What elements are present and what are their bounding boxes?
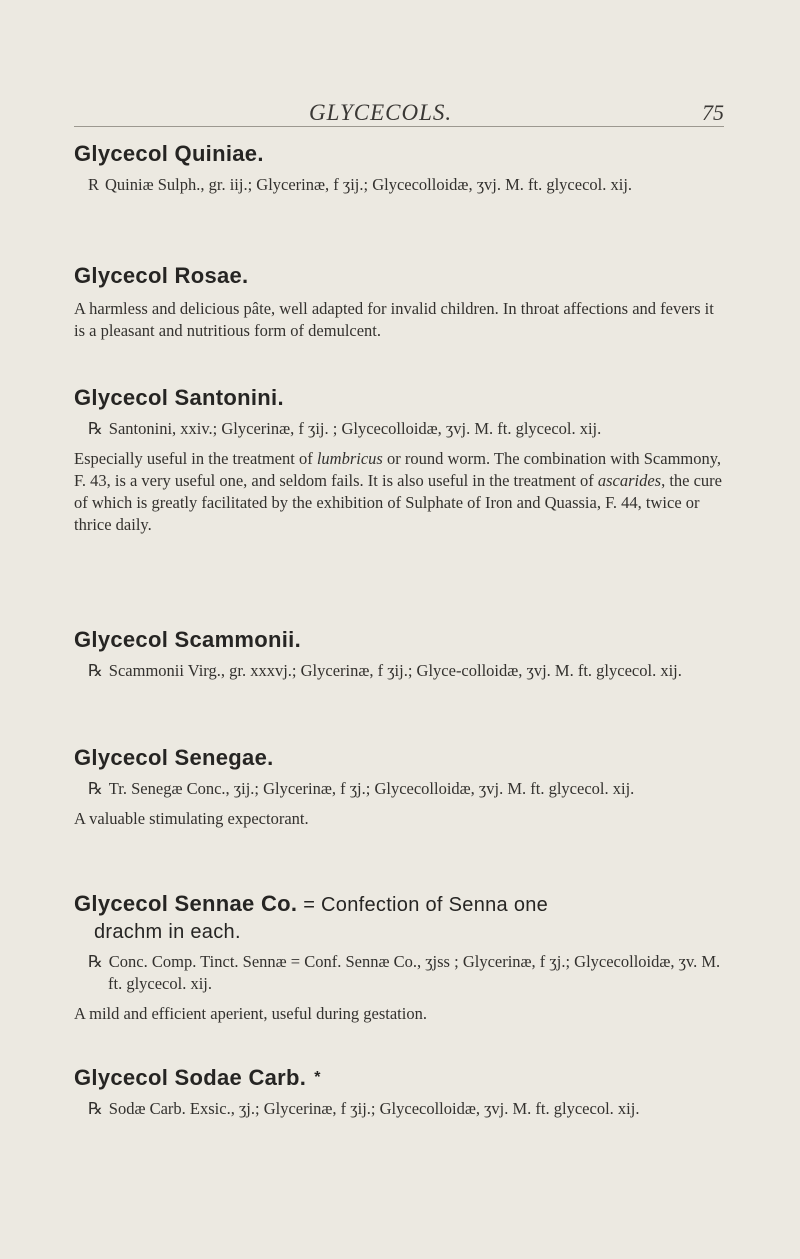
description: A valuable stimulating expectorant. <box>74 809 309 828</box>
description-italic: ascarides <box>597 471 662 490</box>
formula-text: Santonini, xxiv.; Glycerinæ, f ʒij. ; Glycecolloidæ, ʒvj. M. ft. glycecol. xij. <box>108 419 602 438</box>
formula-text: Conc. Comp. Tinct. Sennæ = Conf. Sennæ Co., ʒjss ; Glycerinæ, f ʒj.; Glycecolloidæ, ʒv. M. ft. glycecol. xij. <box>108 952 721 993</box>
formula <box>74 1098 724 1120</box>
entry-heading: Glycecol Santonini. <box>74 385 284 410</box>
asterisk-mark: * <box>314 1069 321 1086</box>
description: A mild and efficient aperient, useful during gestation. <box>74 1004 427 1023</box>
entry-glycecol-scammonii <box>74 626 724 682</box>
formula-text: Scammonii Virg., gr. xxxvj.; Glycerinæ, f ʒij.; Glyce-colloidæ, ʒvj. M. ft. glycecol. xij. <box>108 661 682 680</box>
entry-glycecol-santonini <box>74 384 724 536</box>
formula <box>74 174 724 196</box>
running-title: GLYCECOLS. <box>309 100 453 125</box>
entry-heading: Glycecol Senegae. <box>74 745 274 770</box>
entry-heading-main: Glycecol Sennae Co. <box>74 891 298 916</box>
entry-glycecol-quiniae <box>74 140 724 196</box>
entry-heading: Glycecol Quiniae. <box>74 141 264 166</box>
formula-text: Sodæ Carb. Exsic., ʒj.; Glycerinæ, f ʒij.; Glycecolloidæ, ʒvj. M. ft. glycecol. xij. <box>108 1099 640 1118</box>
entry-glycecol-rosae <box>74 262 724 342</box>
formula <box>74 418 724 440</box>
entry-glycecol-senegae <box>74 744 724 830</box>
recipe-symbol: ℞ <box>88 419 103 438</box>
entry-heading-main: Glycecol Sodae Carb. <box>74 1065 307 1090</box>
recipe-symbol: ℞ <box>88 1099 103 1118</box>
entry-heading-suffix: = Confection of Senna one <box>297 894 549 916</box>
description-part: Especially useful in the treatment of <box>74 449 317 468</box>
entry-heading <box>74 1064 724 1092</box>
entry-heading <box>74 890 724 945</box>
formula-text: Quiniæ Sulph., gr. iij.; Glycerinæ, f ʒij.; Glycecolloidæ, ʒvj. M. ft. glycecol. xij. <box>105 175 633 194</box>
formula <box>74 778 724 800</box>
formula-text: Tr. Senegæ Conc., ʒij.; Glycerinæ, f ʒj.; Glycecolloidæ, ʒvj. M. ft. glycecol. xij. <box>108 779 635 798</box>
description-part: , the cure of which is greatly facilitated by the exhibition of Sulphate of Iron and Quassia, F. 44, twice or thrice daily. <box>74 471 723 534</box>
description-part: or round worm. The combination with Scammony, F. 43, is a very useful one, and seldom fails. It is also useful in the treatment of <box>74 449 722 490</box>
recipe-symbol: ℞ <box>88 661 103 680</box>
entry-heading-continuation: drachm in each. <box>94 921 241 943</box>
description-italic: lumbricus <box>316 449 383 468</box>
page-number: 75 <box>702 100 724 125</box>
recipe-symbol: R <box>88 175 100 194</box>
entry-heading: Glycecol Scammonii. <box>74 627 302 652</box>
entry-heading: Glycecol Rosae. <box>74 263 249 288</box>
formula <box>74 951 724 995</box>
entry-glycecol-sennae-co <box>74 890 724 1025</box>
description <box>74 448 724 536</box>
header-rule <box>74 126 724 127</box>
running-head <box>74 100 724 128</box>
recipe-symbol: ℞ <box>88 779 103 798</box>
description: A harmless and delicious pâte, well adapted for invalid children. In throat affections and fevers it is a pleasant and nutritious form of demulcent. <box>74 299 714 340</box>
formula <box>74 660 724 682</box>
recipe-symbol: ℞ <box>88 952 103 971</box>
entry-glycecol-sodae-carb <box>74 1064 724 1120</box>
